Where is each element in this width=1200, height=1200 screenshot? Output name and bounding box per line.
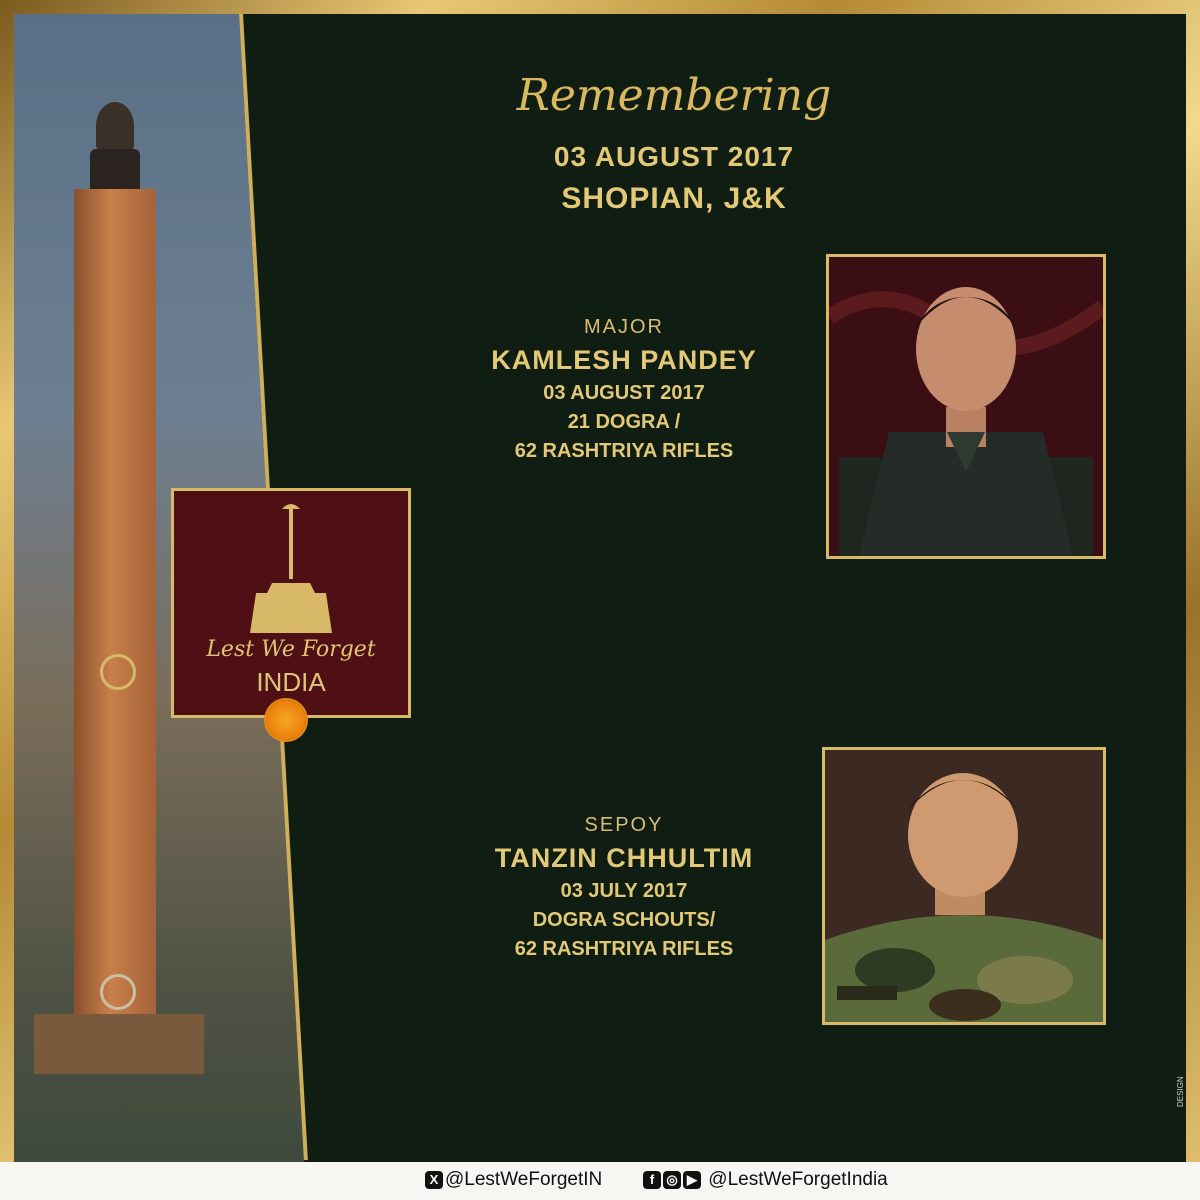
soldier-unit: 62 RASHTRIYA RIFLES — [514, 440, 734, 462]
memorial-column — [74, 189, 156, 1049]
instagram-icon: ◎ — [663, 1171, 681, 1189]
social-handle-link[interactable] — [643, 1169, 888, 1191]
facebook-icon: f — [643, 1171, 661, 1189]
soldier-photo-2 — [822, 747, 1106, 1025]
soldier-date: 03 AUGUST 2017 — [543, 382, 705, 404]
logo-country-text: INDIA — [256, 667, 326, 697]
event-date: 03 AUGUST 2017 — [553, 141, 795, 172]
social-handle-text: @LestWeForgetIndia — [708, 1169, 888, 1190]
soldier-card-2 — [414, 814, 834, 961]
soldier-rank: MAJOR — [584, 316, 664, 338]
x-icon: X — [425, 1171, 443, 1189]
x-handle-link[interactable] — [425, 1169, 602, 1191]
x-handle-text: @LestWeForgetIN — [445, 1169, 603, 1190]
remembering-heading: Remembering — [516, 70, 832, 121]
wreath-emblem — [100, 654, 136, 690]
soldier-card-1 — [414, 316, 834, 463]
soldier-date: 03 JULY 2017 — [560, 880, 688, 902]
youtube-icon: ▶ — [683, 1171, 701, 1189]
lest-we-forget-logo — [171, 488, 411, 718]
logo-script-text: Lest We Forget — [206, 637, 376, 662]
lion-capital-icon — [96, 102, 134, 150]
soldier-name: TANZIN CHHULTIM — [494, 843, 754, 873]
soldier-photo-1 — [826, 254, 1106, 559]
event-place: SHOPIAN, J&K — [561, 182, 787, 215]
poster-panel — [14, 14, 1198, 1162]
memorial-cap — [90, 149, 140, 194]
credit-label: DESIGN — [1176, 1076, 1185, 1107]
seal-emblem — [100, 974, 136, 1010]
soldier-rank: SEPOY — [584, 814, 664, 836]
designer-credit — [1171, 959, 1198, 1109]
soldier-unit: 21 DOGRA / — [567, 411, 681, 433]
memorial-base — [34, 1014, 204, 1074]
credit-signature: LestWeForgetIndia — [1185, 964, 1198, 1071]
marigold-icon — [266, 700, 306, 740]
social-footer — [0, 1162, 1200, 1200]
soldier-unit: DOGRA SCHOUTS/ — [532, 909, 716, 931]
soldier-unit: 62 RASHTRIYA RIFLES — [514, 938, 734, 960]
soldier-name: KAMLESH PANDEY — [491, 345, 757, 375]
